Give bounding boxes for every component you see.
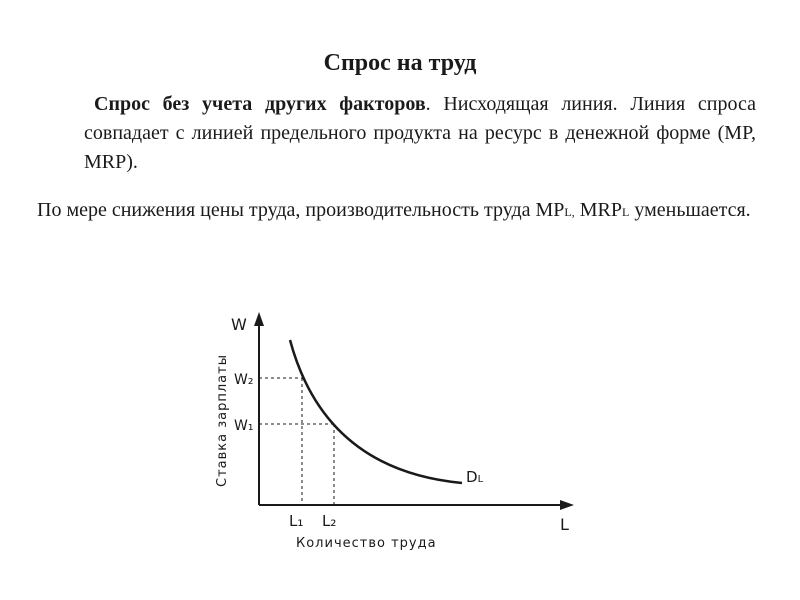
paragraph-bold-lead: Спрос без учета других факторов bbox=[94, 93, 426, 115]
demand-curve bbox=[290, 340, 462, 483]
mp-subscript: L, bbox=[564, 205, 575, 219]
mrp-subscript: L bbox=[622, 205, 630, 219]
x-axis-arrow bbox=[560, 500, 574, 510]
y-axis-letter: W bbox=[231, 315, 247, 334]
x-axis-title: Количество труда bbox=[296, 536, 437, 551]
mrp-term: MRP bbox=[574, 199, 622, 221]
demand-curve-letter: D bbox=[466, 468, 478, 486]
paragraph-text: . Нисходящая линия. Линия спроса совпадает с линией предельного продукта на ресурс в денежной форме (MP, MRP). bbox=[84, 93, 756, 173]
l1-label: L₁ bbox=[289, 512, 304, 530]
w2-label: W₂ bbox=[234, 372, 254, 388]
l2-label: L₂ bbox=[322, 512, 337, 530]
w1-label: W₁ bbox=[234, 418, 254, 434]
y-axis-title: Ставка зарплаты bbox=[215, 354, 230, 487]
x-axis-letter: L bbox=[560, 515, 569, 534]
mp-term: MP bbox=[535, 199, 565, 221]
demand-curve-subscript: L bbox=[477, 474, 484, 485]
page-title: Спрос на труд bbox=[323, 50, 477, 76]
demand-curve-label bbox=[466, 468, 484, 486]
paragraph-text: По мере снижения цены труда, производительность труда bbox=[37, 199, 536, 221]
y-axis-arrow bbox=[254, 312, 264, 326]
paragraph-tail: уменьшается. bbox=[629, 199, 751, 221]
